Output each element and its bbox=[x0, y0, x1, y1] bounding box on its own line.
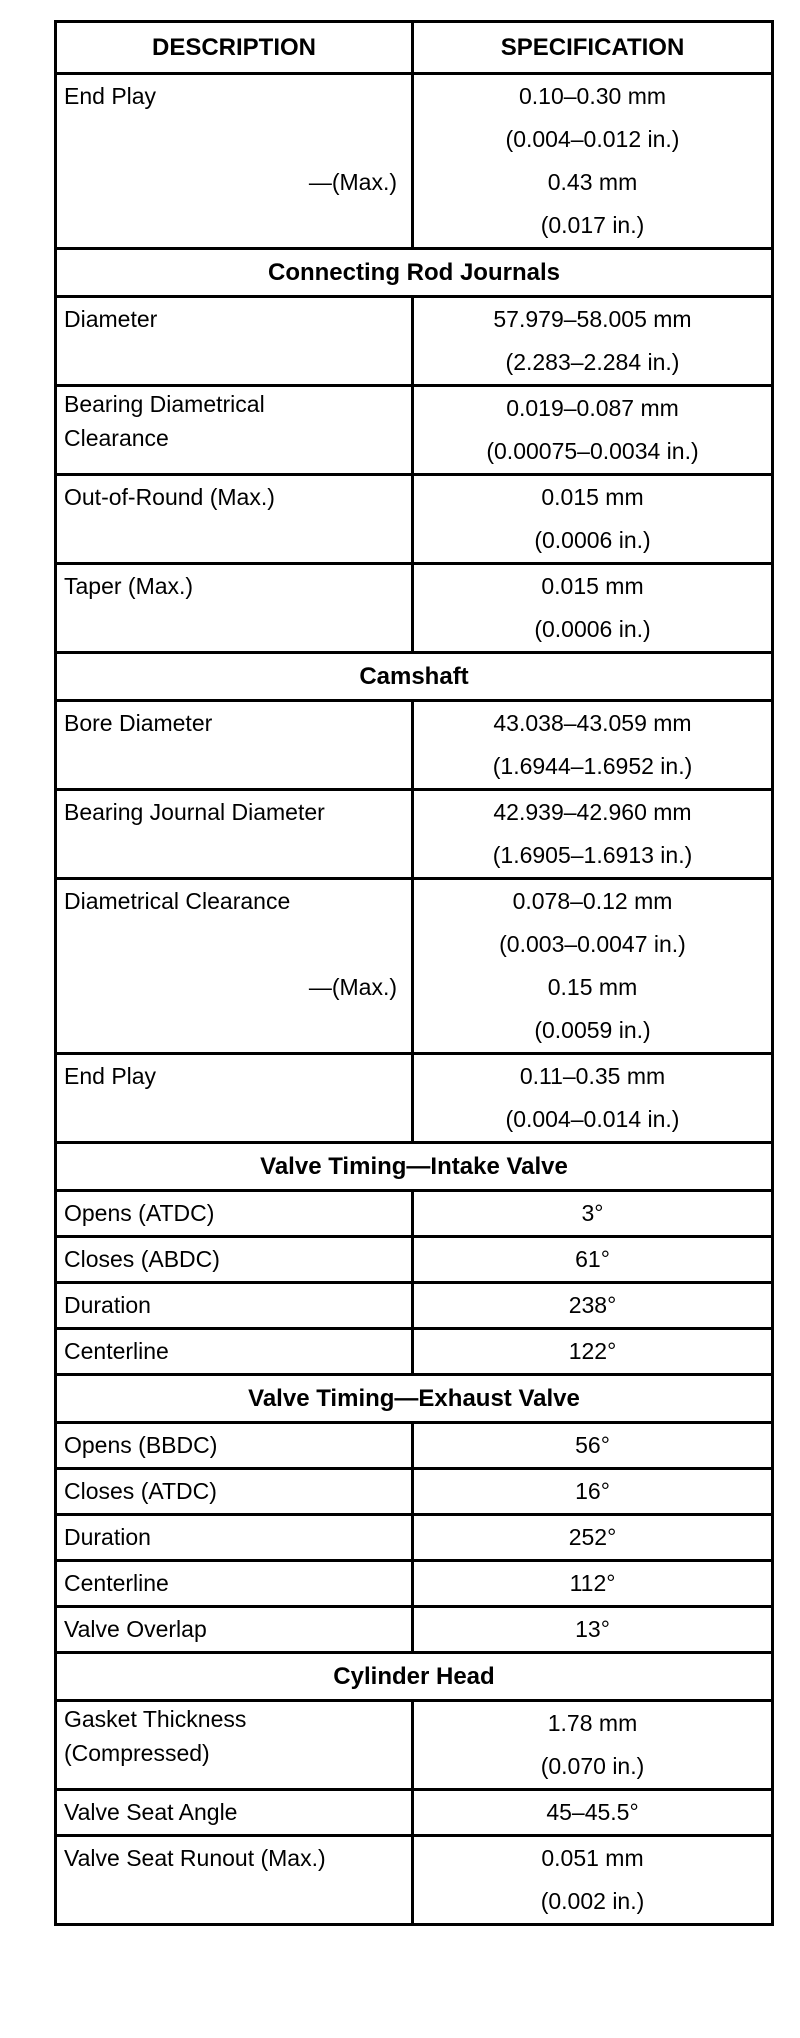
specification-cell bbox=[413, 564, 773, 653]
description-cell bbox=[56, 74, 413, 249]
specification-cell bbox=[413, 1515, 773, 1561]
table-row bbox=[56, 1561, 773, 1607]
description-line: Duration bbox=[64, 1524, 151, 1550]
description-line: Centerline bbox=[64, 1570, 169, 1596]
specification-cell bbox=[413, 1329, 773, 1375]
section-header-row bbox=[56, 249, 773, 297]
table-row bbox=[56, 386, 773, 475]
specification-cell bbox=[413, 297, 773, 386]
description-line bbox=[57, 1880, 411, 1923]
description-line bbox=[57, 204, 411, 247]
description-line: Bearing Diametrical bbox=[64, 391, 265, 417]
description-line bbox=[57, 745, 411, 788]
specification-cell bbox=[413, 1561, 773, 1607]
description-line: Valve Seat Runout (Max.) bbox=[64, 1845, 326, 1871]
table-row bbox=[56, 1607, 773, 1653]
description-line bbox=[57, 1009, 411, 1052]
section-header-row bbox=[56, 1143, 773, 1191]
description-cell bbox=[56, 475, 413, 564]
description-line bbox=[57, 608, 411, 651]
section-title: Camshaft bbox=[56, 653, 773, 701]
specification-line: (0.0006 in.) bbox=[534, 616, 651, 642]
specification-line: (0.002 in.) bbox=[540, 1888, 645, 1914]
table-row bbox=[56, 1191, 773, 1237]
table-row bbox=[56, 1283, 773, 1329]
description-line bbox=[57, 1098, 411, 1141]
specification-cell bbox=[413, 879, 773, 1054]
section-title: Valve Timing—Intake Valve bbox=[56, 1143, 773, 1191]
specification-cell bbox=[413, 1191, 773, 1237]
description-line bbox=[57, 341, 411, 384]
description-cell bbox=[56, 1701, 413, 1790]
specification-cell bbox=[413, 1423, 773, 1469]
specification-line: 13° bbox=[575, 1616, 610, 1642]
specification-cell bbox=[413, 1790, 773, 1836]
description-line: Opens (ATDC) bbox=[64, 1200, 215, 1226]
specification-cell bbox=[413, 701, 773, 790]
description-cell bbox=[56, 1469, 413, 1515]
specification-line: (0.070 in.) bbox=[540, 1753, 645, 1779]
specification-table bbox=[54, 20, 774, 1926]
specification-cell bbox=[413, 74, 773, 249]
specification-cell bbox=[413, 386, 773, 475]
description-cell bbox=[56, 1836, 413, 1925]
table-row bbox=[56, 790, 773, 879]
specification-cell bbox=[413, 1054, 773, 1143]
table-row bbox=[56, 1054, 773, 1143]
specification-line: (1.6944–1.6952 in.) bbox=[492, 753, 693, 779]
specification-line: 0.019–0.087 mm bbox=[506, 395, 679, 421]
specification-line: 252° bbox=[568, 1524, 617, 1550]
description-cell bbox=[56, 1191, 413, 1237]
description-line: Closes (ATDC) bbox=[64, 1478, 217, 1504]
specification-line: (0.004–0.012 in.) bbox=[505, 126, 680, 152]
description-cell bbox=[56, 1283, 413, 1329]
header-row bbox=[56, 22, 773, 74]
table-row bbox=[56, 1701, 773, 1790]
table-row bbox=[56, 1515, 773, 1561]
description-line: Out-of-Round (Max.) bbox=[64, 484, 275, 510]
description-line: End Play bbox=[64, 83, 157, 109]
specification-header: SPECIFICATION bbox=[413, 22, 773, 74]
specification-cell bbox=[413, 475, 773, 564]
description-line: Closes (ABDC) bbox=[64, 1246, 220, 1272]
table-row bbox=[56, 1423, 773, 1469]
table-row bbox=[56, 564, 773, 653]
specification-line: 0.10–0.30 mm bbox=[518, 83, 667, 109]
description-line: Taper (Max.) bbox=[64, 573, 194, 599]
specification-line: (0.0006 in.) bbox=[534, 527, 651, 553]
description-header: DESCRIPTION bbox=[56, 22, 413, 74]
description-line: Valve Seat Angle bbox=[64, 1799, 238, 1825]
specification-line: 122° bbox=[568, 1338, 617, 1364]
specification-line: 45–45.5° bbox=[546, 1799, 639, 1825]
specification-cell bbox=[413, 1836, 773, 1925]
section-header-row bbox=[56, 653, 773, 701]
description-line bbox=[57, 118, 411, 161]
description-line: Valve Overlap bbox=[64, 1616, 207, 1642]
table-row bbox=[56, 475, 773, 564]
description-line: Clearance bbox=[64, 425, 169, 451]
specification-cell bbox=[413, 1283, 773, 1329]
description-line bbox=[57, 923, 411, 966]
description-line: Bearing Journal Diameter bbox=[64, 799, 325, 825]
specification-line: (2.283–2.284 in.) bbox=[505, 349, 680, 375]
description-line: Gasket Thickness bbox=[64, 1706, 247, 1732]
description-cell bbox=[56, 297, 413, 386]
specification-line: 61° bbox=[575, 1246, 610, 1272]
specification-line: 16° bbox=[575, 1478, 610, 1504]
description-line: (Compressed) bbox=[64, 1740, 210, 1766]
description-cell bbox=[56, 1329, 413, 1375]
specification-line: (0.017 in.) bbox=[540, 212, 645, 238]
table-row bbox=[56, 1329, 773, 1375]
specification-line: 0.43 mm bbox=[547, 169, 638, 195]
description-cell bbox=[56, 1790, 413, 1836]
table-row bbox=[56, 879, 773, 1054]
specification-line: (0.0059 in.) bbox=[534, 1017, 651, 1043]
description-line: End Play bbox=[64, 1063, 157, 1089]
specification-cell bbox=[413, 1237, 773, 1283]
description-line: Opens (BBDC) bbox=[64, 1432, 218, 1458]
specification-line: (0.003–0.0047 in.) bbox=[499, 931, 686, 957]
specification-cell bbox=[413, 790, 773, 879]
description-cell bbox=[56, 701, 413, 790]
description-cell bbox=[56, 879, 413, 1054]
specification-line: 238° bbox=[568, 1292, 617, 1318]
table-row bbox=[56, 1237, 773, 1283]
table-row bbox=[56, 74, 773, 249]
description-cell bbox=[56, 1561, 413, 1607]
specification-line: 112° bbox=[569, 1570, 616, 1596]
table-row bbox=[56, 1836, 773, 1925]
specification-line: 0.11–0.35 mm bbox=[519, 1063, 666, 1089]
description-cell bbox=[56, 1054, 413, 1143]
specification-line: 56° bbox=[575, 1432, 610, 1458]
table-row bbox=[56, 297, 773, 386]
description-line bbox=[57, 834, 411, 877]
specification-line: 43.038–43.059 mm bbox=[493, 710, 692, 736]
description-cell bbox=[56, 564, 413, 653]
specification-line: 1.78 mm bbox=[547, 1710, 638, 1736]
description-line: —(Max.) bbox=[308, 169, 397, 195]
table-row bbox=[56, 701, 773, 790]
description-cell bbox=[56, 1607, 413, 1653]
description-line: Centerline bbox=[64, 1338, 169, 1364]
section-title: Cylinder Head bbox=[56, 1653, 773, 1701]
specification-line: 0.051 mm bbox=[541, 1845, 644, 1871]
specification-line: (0.00075–0.0034 in.) bbox=[486, 438, 699, 464]
section-title: Valve Timing—Exhaust Valve bbox=[56, 1375, 773, 1423]
specification-line: (1.6905–1.6913 in.) bbox=[492, 842, 693, 868]
description-line: Diametrical Clearance bbox=[64, 888, 291, 914]
specification-line: 0.078–0.12 mm bbox=[512, 888, 673, 914]
specification-line: 0.015 mm bbox=[541, 484, 644, 510]
table-body bbox=[56, 74, 773, 1925]
specification-cell bbox=[413, 1701, 773, 1790]
section-header-row bbox=[56, 1653, 773, 1701]
table-row bbox=[56, 1469, 773, 1515]
specification-line: (0.004–0.014 in.) bbox=[505, 1106, 680, 1132]
description-cell bbox=[56, 386, 413, 475]
description-line: —(Max.) bbox=[308, 974, 397, 1000]
description-line: Bore Diameter bbox=[64, 710, 213, 736]
specification-cell bbox=[413, 1607, 773, 1653]
table-row bbox=[56, 1790, 773, 1836]
description-line: Duration bbox=[64, 1292, 151, 1318]
section-header-row bbox=[56, 1375, 773, 1423]
specification-line: 3° bbox=[581, 1200, 604, 1226]
description-line bbox=[57, 519, 411, 562]
description-line: Diameter bbox=[64, 306, 158, 332]
section-title: Connecting Rod Journals bbox=[56, 249, 773, 297]
description-cell bbox=[56, 1423, 413, 1469]
description-cell bbox=[56, 790, 413, 879]
specification-line: 0.15 mm bbox=[547, 974, 638, 1000]
description-cell bbox=[56, 1237, 413, 1283]
description-cell bbox=[56, 1515, 413, 1561]
specification-line: 57.979–58.005 mm bbox=[493, 306, 692, 332]
specification-line: 0.015 mm bbox=[541, 573, 644, 599]
specification-line: 42.939–42.960 mm bbox=[493, 799, 692, 825]
specification-cell bbox=[413, 1469, 773, 1515]
